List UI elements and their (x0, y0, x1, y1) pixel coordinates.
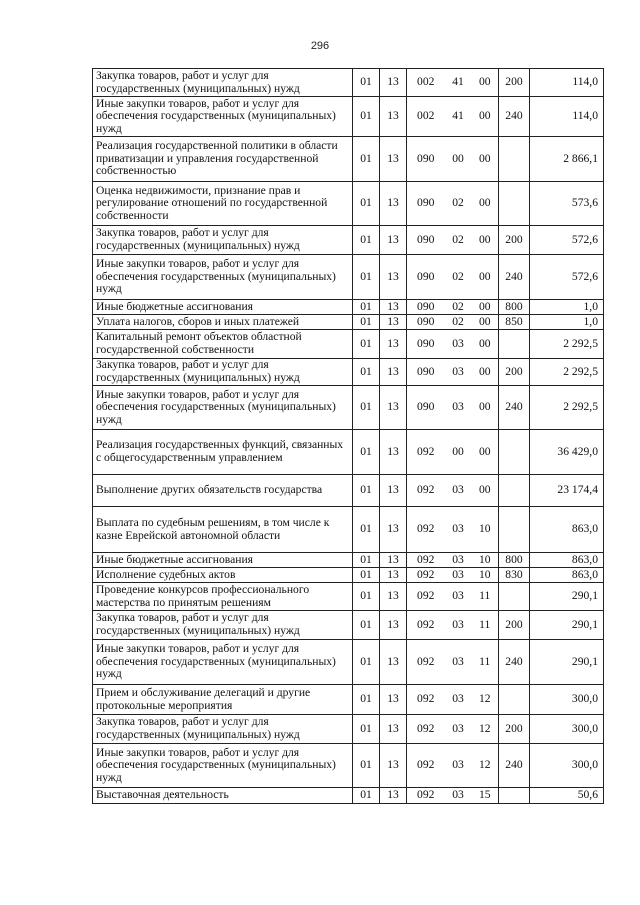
subsection-code-cell: 13 (380, 330, 407, 359)
section-code-cell: 01 (353, 315, 380, 330)
target-code-part3-cell: 11 (472, 583, 499, 611)
subsection-code-cell: 13 (380, 788, 407, 804)
expense-type-cell (499, 685, 530, 715)
item-name-cell: Иные закупки товаров, работ и услуг для обеспечения государственных (муниципальных) нужд (93, 255, 353, 300)
target-code-part2-cell: 03 (445, 386, 472, 430)
table-row (93, 583, 604, 611)
target-code-part1-cell: 090 (407, 255, 445, 300)
table-row (93, 685, 604, 715)
amount-cell: 863,0 (530, 553, 604, 568)
amount-cell: 23 174,4 (530, 475, 604, 507)
expense-type-cell: 240 (499, 744, 530, 788)
target-code-part1-cell: 090 (407, 315, 445, 330)
subsection-code-cell: 13 (380, 182, 407, 226)
item-name-cell: Уплата налогов, сборов и иных платежей (93, 315, 353, 330)
section-code-cell: 01 (353, 182, 380, 226)
amount-cell: 573,6 (530, 182, 604, 226)
target-code-part2-cell: 03 (445, 475, 472, 507)
expense-type-cell: 240 (499, 640, 530, 685)
subsection-code-cell: 13 (380, 300, 407, 315)
item-name-cell: Реализация государственной политики в области приватизации и управления государственной собственностью (93, 137, 353, 182)
item-name-cell: Исполнение судебных актов (93, 568, 353, 583)
table-row (93, 507, 604, 553)
expense-type-cell (499, 507, 530, 553)
subsection-code-cell: 13 (380, 69, 407, 97)
table-row (93, 553, 604, 568)
target-code-part3-cell: 10 (472, 553, 499, 568)
item-name-cell: Закупка товаров, работ и услуг для государственных (муниципальных) нужд (93, 226, 353, 255)
expense-type-cell: 200 (499, 359, 530, 386)
table-row (93, 226, 604, 255)
target-code-part2-cell: 41 (445, 69, 472, 97)
expense-type-cell (499, 182, 530, 226)
subsection-code-cell: 13 (380, 359, 407, 386)
subsection-code-cell: 13 (380, 507, 407, 553)
target-code-part1-cell: 090 (407, 359, 445, 386)
target-code-part3-cell: 12 (472, 715, 499, 744)
target-code-part1-cell: 092 (407, 475, 445, 507)
item-name-cell: Иные бюджетные ассигнования (93, 300, 353, 315)
table-row (93, 611, 604, 640)
item-name-cell: Иные закупки товаров, работ и услуг для обеспечения государственных (муниципальных) нужд (93, 386, 353, 430)
subsection-code-cell: 13 (380, 640, 407, 685)
section-code-cell: 01 (353, 255, 380, 300)
table-body (93, 69, 604, 804)
expense-type-cell (499, 137, 530, 182)
amount-cell: 300,0 (530, 715, 604, 744)
item-name-cell: Иные бюджетные ассигнования (93, 553, 353, 568)
item-name-cell: Иные закупки товаров, работ и услуг для обеспечения государственных (муниципальных) нужд (93, 640, 353, 685)
subsection-code-cell: 13 (380, 568, 407, 583)
subsection-code-cell: 13 (380, 255, 407, 300)
target-code-part1-cell: 090 (407, 386, 445, 430)
subsection-code-cell: 13 (380, 430, 407, 475)
table-row (93, 69, 604, 97)
expense-type-cell: 200 (499, 611, 530, 640)
target-code-part3-cell: 10 (472, 568, 499, 583)
table-row (93, 137, 604, 182)
item-name-cell: Реализация государственных функций, связанных с общегосударственным управлением (93, 430, 353, 475)
expense-type-cell: 240 (499, 386, 530, 430)
target-code-part1-cell: 092 (407, 568, 445, 583)
target-code-part1-cell: 092 (407, 507, 445, 553)
amount-cell: 300,0 (530, 685, 604, 715)
expense-type-cell: 830 (499, 568, 530, 583)
target-code-part1-cell: 090 (407, 300, 445, 315)
target-code-part2-cell: 41 (445, 97, 472, 137)
expense-type-cell: 850 (499, 315, 530, 330)
section-code-cell: 01 (353, 553, 380, 568)
expense-type-cell: 240 (499, 255, 530, 300)
section-code-cell: 01 (353, 137, 380, 182)
target-code-part1-cell: 090 (407, 226, 445, 255)
amount-cell: 2 292,5 (530, 330, 604, 359)
table-row (93, 430, 604, 475)
target-code-part3-cell: 00 (472, 300, 499, 315)
amount-cell: 572,6 (530, 255, 604, 300)
target-code-part2-cell: 03 (445, 583, 472, 611)
section-code-cell: 01 (353, 430, 380, 475)
table-row (93, 330, 604, 359)
target-code-part3-cell: 10 (472, 507, 499, 553)
expense-type-cell: 200 (499, 69, 530, 97)
section-code-cell: 01 (353, 685, 380, 715)
subsection-code-cell: 13 (380, 611, 407, 640)
section-code-cell: 01 (353, 788, 380, 804)
target-code-part1-cell: 092 (407, 611, 445, 640)
table-row (93, 715, 604, 744)
item-name-cell: Закупка товаров, работ и услуг для государственных (муниципальных) нужд (93, 611, 353, 640)
expense-type-cell (499, 475, 530, 507)
subsection-code-cell: 13 (380, 744, 407, 788)
table-row (93, 255, 604, 300)
target-code-part1-cell: 092 (407, 430, 445, 475)
target-code-part2-cell: 03 (445, 553, 472, 568)
section-code-cell: 01 (353, 226, 380, 255)
target-code-part2-cell: 03 (445, 685, 472, 715)
target-code-part3-cell: 00 (472, 315, 499, 330)
budget-table (92, 68, 604, 804)
amount-cell: 1,0 (530, 300, 604, 315)
section-code-cell: 01 (353, 97, 380, 137)
section-code-cell: 01 (353, 583, 380, 611)
target-code-part1-cell: 092 (407, 553, 445, 568)
target-code-part3-cell: 00 (472, 255, 499, 300)
expense-type-cell (499, 583, 530, 611)
target-code-part2-cell: 03 (445, 330, 472, 359)
target-code-part1-cell: 092 (407, 583, 445, 611)
section-code-cell: 01 (353, 640, 380, 685)
table-row (93, 97, 604, 137)
target-code-part1-cell: 002 (407, 97, 445, 137)
target-code-part1-cell: 002 (407, 69, 445, 97)
section-code-cell: 01 (353, 300, 380, 315)
amount-cell: 114,0 (530, 69, 604, 97)
target-code-part2-cell: 03 (445, 715, 472, 744)
item-name-cell: Проведение конкурсов профессионального мастерства по принятым решениям (93, 583, 353, 611)
target-code-part2-cell: 02 (445, 255, 472, 300)
section-code-cell: 01 (353, 69, 380, 97)
amount-cell: 114,0 (530, 97, 604, 137)
amount-cell: 2 292,5 (530, 386, 604, 430)
amount-cell: 290,1 (530, 611, 604, 640)
target-code-part1-cell: 092 (407, 715, 445, 744)
subsection-code-cell: 13 (380, 97, 407, 137)
amount-cell: 300,0 (530, 744, 604, 788)
item-name-cell: Капитальный ремонт объектов областной государственной собственности (93, 330, 353, 359)
target-code-part3-cell: 00 (472, 330, 499, 359)
amount-cell: 290,1 (530, 583, 604, 611)
item-name-cell: Закупка товаров, работ и услуг для государственных (муниципальных) нужд (93, 359, 353, 386)
subsection-code-cell: 13 (380, 475, 407, 507)
amount-cell: 36 429,0 (530, 430, 604, 475)
target-code-part2-cell: 03 (445, 507, 472, 553)
target-code-part2-cell: 02 (445, 300, 472, 315)
table-row (93, 788, 604, 804)
section-code-cell: 01 (353, 568, 380, 583)
target-code-part1-cell: 090 (407, 137, 445, 182)
amount-cell: 290,1 (530, 640, 604, 685)
table-row (93, 640, 604, 685)
expense-type-cell: 240 (499, 97, 530, 137)
item-name-cell: Иные закупки товаров, работ и услуг для обеспечения государственных (муниципальных) нужд (93, 97, 353, 137)
item-name-cell: Иные закупки товаров, работ и услуг для обеспечения государственных (муниципальных) нужд (93, 744, 353, 788)
amount-cell: 2 292,5 (530, 359, 604, 386)
expense-type-cell (499, 430, 530, 475)
target-code-part2-cell: 02 (445, 315, 472, 330)
section-code-cell: 01 (353, 330, 380, 359)
target-code-part2-cell: 03 (445, 568, 472, 583)
item-name-cell: Прием и обслуживание делегаций и другие протокольные мероприятия (93, 685, 353, 715)
item-name-cell: Закупка товаров, работ и услуг для государственных (муниципальных) нужд (93, 69, 353, 97)
amount-cell: 863,0 (530, 507, 604, 553)
amount-cell: 1,0 (530, 315, 604, 330)
target-code-part3-cell: 00 (472, 386, 499, 430)
target-code-part3-cell: 15 (472, 788, 499, 804)
target-code-part3-cell: 00 (472, 430, 499, 475)
amount-cell: 2 866,1 (530, 137, 604, 182)
target-code-part2-cell: 00 (445, 137, 472, 182)
target-code-part2-cell: 03 (445, 788, 472, 804)
target-code-part1-cell: 092 (407, 744, 445, 788)
target-code-part1-cell: 090 (407, 182, 445, 226)
item-name-cell: Выполнение других обязательств государства (93, 475, 353, 507)
table-row (93, 475, 604, 507)
target-code-part2-cell: 00 (445, 430, 472, 475)
table-row (93, 386, 604, 430)
expense-type-cell: 800 (499, 300, 530, 315)
item-name-cell: Выплата по судебным решениям, в том числе к казне Еврейской автономной области (93, 507, 353, 553)
target-code-part2-cell: 03 (445, 744, 472, 788)
target-code-part2-cell: 02 (445, 182, 472, 226)
subsection-code-cell: 13 (380, 715, 407, 744)
subsection-code-cell: 13 (380, 315, 407, 330)
target-code-part1-cell: 092 (407, 685, 445, 715)
target-code-part2-cell: 02 (445, 226, 472, 255)
expense-type-cell: 200 (499, 715, 530, 744)
subsection-code-cell: 13 (380, 386, 407, 430)
item-name-cell: Выставочная деятельность (93, 788, 353, 804)
section-code-cell: 01 (353, 359, 380, 386)
table-row (93, 744, 604, 788)
section-code-cell: 01 (353, 611, 380, 640)
target-code-part3-cell: 12 (472, 685, 499, 715)
target-code-part1-cell: 090 (407, 330, 445, 359)
target-code-part3-cell: 11 (472, 611, 499, 640)
target-code-part3-cell: 00 (472, 182, 499, 226)
section-code-cell: 01 (353, 715, 380, 744)
target-code-part3-cell: 11 (472, 640, 499, 685)
target-code-part3-cell: 00 (472, 97, 499, 137)
section-code-cell: 01 (353, 507, 380, 553)
target-code-part2-cell: 03 (445, 640, 472, 685)
table-row (93, 568, 604, 583)
target-code-part3-cell: 00 (472, 226, 499, 255)
subsection-code-cell: 13 (380, 553, 407, 568)
section-code-cell: 01 (353, 386, 380, 430)
target-code-part3-cell: 00 (472, 69, 499, 97)
subsection-code-cell: 13 (380, 583, 407, 611)
expense-type-cell (499, 788, 530, 804)
subsection-code-cell: 13 (380, 137, 407, 182)
target-code-part3-cell: 12 (472, 744, 499, 788)
item-name-cell: Закупка товаров, работ и услуг для государственных (муниципальных) нужд (93, 715, 353, 744)
amount-cell: 863,0 (530, 568, 604, 583)
table-row (93, 300, 604, 315)
expense-type-cell: 200 (499, 226, 530, 255)
target-code-part3-cell: 00 (472, 359, 499, 386)
expense-type-cell: 800 (499, 553, 530, 568)
page-number: 296 (310, 40, 330, 52)
target-code-part1-cell: 092 (407, 788, 445, 804)
table-row (93, 182, 604, 226)
subsection-code-cell: 13 (380, 685, 407, 715)
amount-cell: 50,6 (530, 788, 604, 804)
expense-type-cell (499, 330, 530, 359)
target-code-part1-cell: 092 (407, 640, 445, 685)
target-code-part3-cell: 00 (472, 475, 499, 507)
section-code-cell: 01 (353, 744, 380, 788)
subsection-code-cell: 13 (380, 226, 407, 255)
item-name-cell: Оценка недвижимости, признание прав и регулирование отношений по государственной собственности (93, 182, 353, 226)
table-row (93, 315, 604, 330)
section-code-cell: 01 (353, 475, 380, 507)
table-row (93, 359, 604, 386)
target-code-part2-cell: 03 (445, 611, 472, 640)
target-code-part2-cell: 03 (445, 359, 472, 386)
amount-cell: 572,6 (530, 226, 604, 255)
target-code-part3-cell: 00 (472, 137, 499, 182)
